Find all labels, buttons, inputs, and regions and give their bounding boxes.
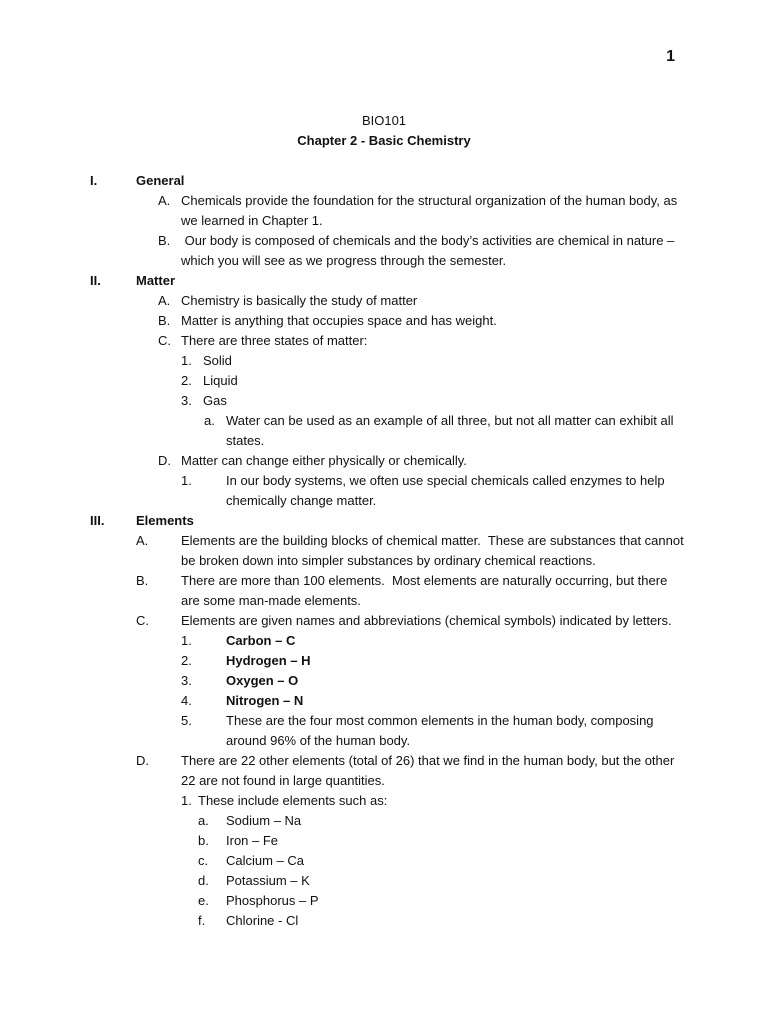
item-text: There are more than 100 elements. Most elements are naturally occurring, but there <box>181 573 668 588</box>
item-text: Chemistry is basically the study of matter <box>181 293 418 308</box>
section-title: General <box>136 173 185 188</box>
subitem-marker: 5. <box>181 713 192 728</box>
subitem-marker: 2. <box>181 373 192 388</box>
subitem-text: In our body systems, we often use special chemicals called enzymes to help <box>226 473 665 488</box>
subitem-text: These are the four most common elements in the human body, composing <box>226 713 654 728</box>
item-text: Matter can change either physically or chemically. <box>181 453 467 468</box>
list-item-marker: a. <box>198 813 209 828</box>
subitem-text: Solid <box>203 353 232 368</box>
list-item-marker: d. <box>198 873 209 888</box>
item-text: There are three states of matter: <box>181 333 368 348</box>
item-marker: D. <box>136 753 149 768</box>
subitem-marker: a. <box>204 413 215 428</box>
item-text: There are 22 other elements (total of 26) that we find in the human body, but the other <box>181 753 675 768</box>
subitem-marker: 2. <box>181 653 192 668</box>
item-marker: A. <box>158 193 171 208</box>
item-text: Matter is anything that occupies space and has weight. <box>181 313 497 328</box>
subitem-text: Water can be used as an example of all three, but not all matter can exhibit all <box>226 413 674 428</box>
subitem-text: These include elements such as: <box>198 793 388 808</box>
chapter-title: Chapter 2 - Basic Chemistry <box>297 133 471 148</box>
subitem-text: states. <box>226 433 265 448</box>
list-item: Sodium – Na <box>226 813 302 828</box>
item-marker: B. <box>158 313 171 328</box>
element-carbon: Carbon – C <box>226 633 296 648</box>
subitem-marker: 4. <box>181 693 192 708</box>
item-text: be broken down into simpler substances by ordinary chemical reactions. <box>181 553 596 568</box>
subitem-marker: 1. <box>181 473 192 488</box>
list-item: Potassium – K <box>226 873 310 888</box>
item-text: Elements are given names and abbreviations (chemical symbols) indicated by letters. <box>181 613 672 628</box>
item-marker: C. <box>136 613 149 628</box>
item-marker: B. <box>136 573 149 588</box>
item-text: which you will see as we progress through the semester. <box>181 253 507 268</box>
item-marker: A. <box>136 533 149 548</box>
subitem-text: around 96% of the human body. <box>226 733 411 748</box>
list-item-marker: b. <box>198 833 209 848</box>
subitem-text: Gas <box>203 393 227 408</box>
list-item-marker: e. <box>198 893 209 908</box>
section-title: Elements <box>136 513 194 528</box>
section-title: Matter <box>136 273 176 288</box>
item-marker: D. <box>158 453 171 468</box>
item-text: Elements are the building blocks of chemical matter. These are substances that cannot <box>181 533 684 548</box>
element-nitrogen: Nitrogen – N <box>226 693 304 708</box>
item-text: Our body is composed of chemicals and the body’s activities are chemical in nature – <box>181 233 675 248</box>
element-hydrogen: Hydrogen – H <box>226 653 311 668</box>
list-item: Calcium – Ca <box>226 853 305 868</box>
subitem-marker: 1. <box>181 793 192 808</box>
item-text: Chemicals provide the foundation for the structural organization of the human body, as <box>181 193 678 208</box>
course-code: BIO101 <box>361 113 407 128</box>
item-text: 22 are not found in large quantities. <box>181 773 385 788</box>
section-number: III. <box>90 513 105 528</box>
element-oxygen: Oxygen – O <box>226 673 299 688</box>
item-marker: B. <box>158 233 171 248</box>
item-marker: A. <box>158 293 171 308</box>
subitem-marker: 3. <box>181 673 192 688</box>
subitem-text: Liquid <box>203 373 238 388</box>
list-item: Chlorine - Cl <box>226 913 299 928</box>
list-item: Iron – Fe <box>226 833 279 848</box>
section-number: I. <box>90 173 98 188</box>
item-marker: C. <box>158 333 171 348</box>
list-item-marker: c. <box>198 853 209 868</box>
subitem-text: chemically change matter. <box>226 493 377 508</box>
subitem-marker: 1. <box>181 633 192 648</box>
list-item: Phosphorus – P <box>226 893 319 908</box>
subitem-marker: 1. <box>181 353 192 368</box>
subitem-marker: 3. <box>181 393 192 408</box>
item-text: we learned in Chapter 1. <box>181 213 323 228</box>
item-text: are some man-made elements. <box>181 593 361 608</box>
page-number: 1 <box>666 48 675 65</box>
list-item-marker: f. <box>198 913 206 928</box>
section-number: II. <box>90 273 101 288</box>
